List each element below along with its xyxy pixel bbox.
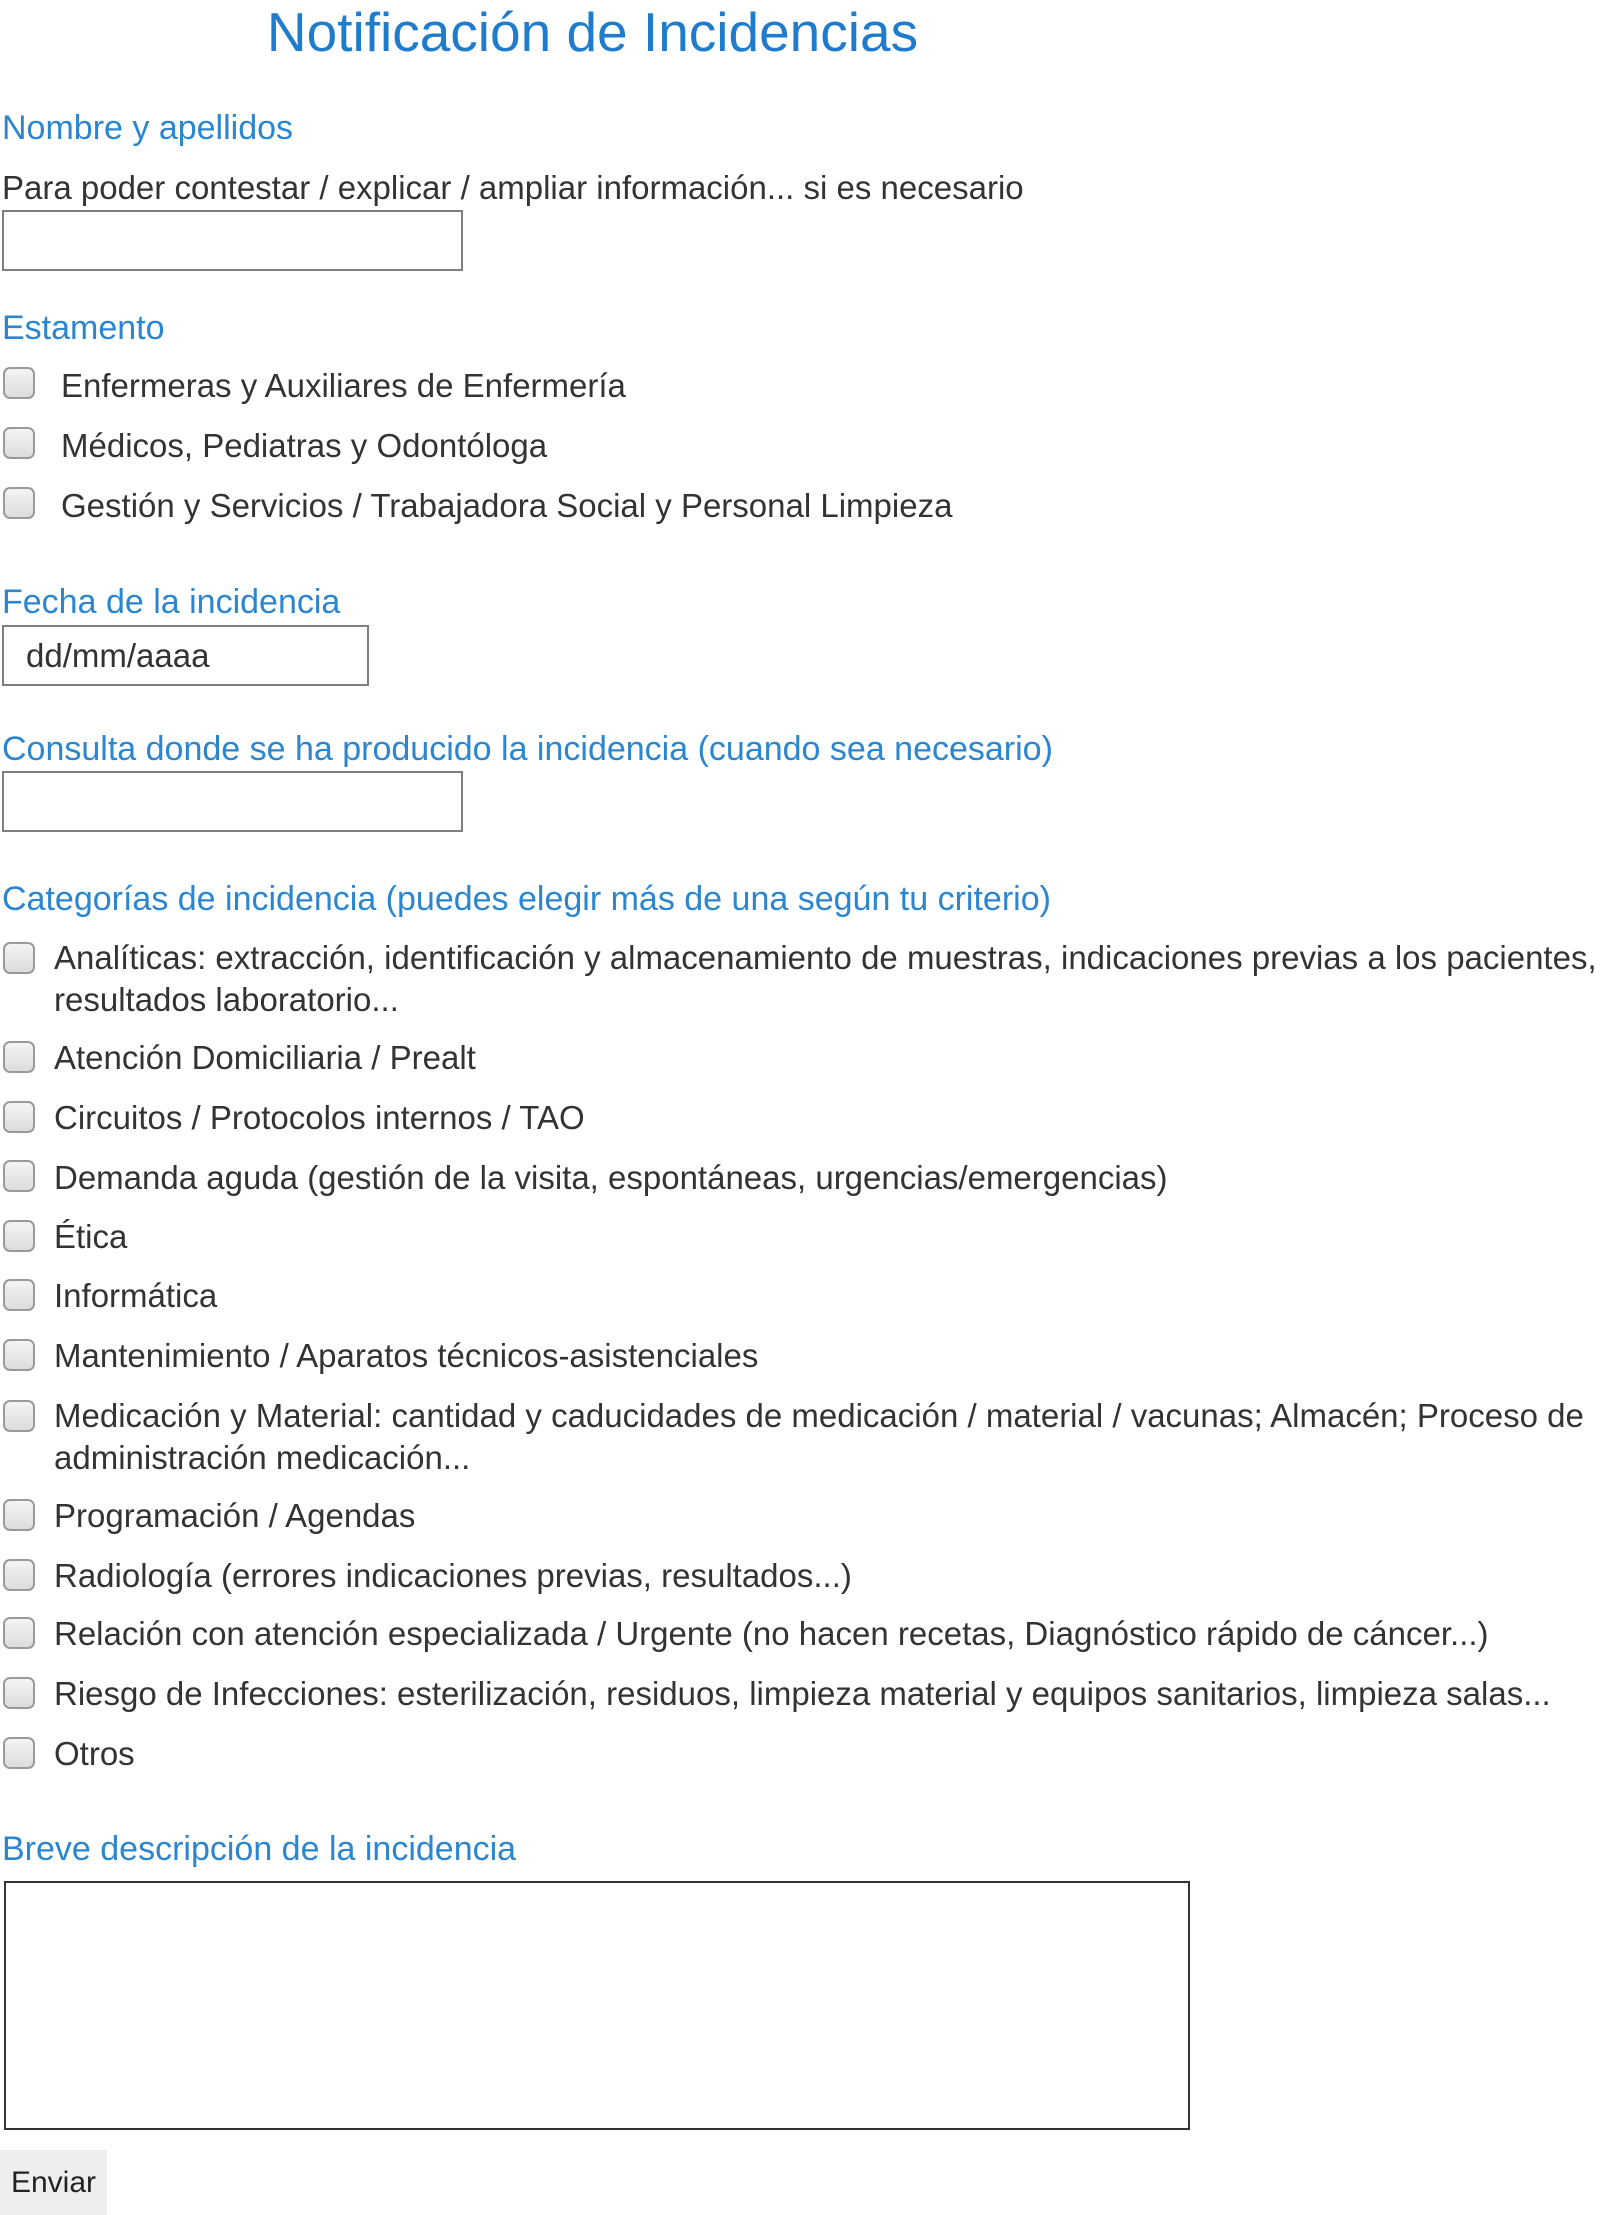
- category-checkbox[interactable]: [3, 1220, 35, 1252]
- category-checkbox[interactable]: [3, 1617, 35, 1649]
- category-option-label: Mantenimiento / Aparatos técnicos-asistenciales: [54, 1337, 759, 1374]
- category-option-label: Atención Domiciliaria / Prealt: [54, 1039, 476, 1076]
- date-label: Fecha de la incidencia: [2, 583, 341, 621]
- category-checkbox[interactable]: [3, 1041, 35, 1073]
- category-checkbox[interactable]: [3, 1339, 35, 1371]
- category-checkbox[interactable]: [3, 1160, 35, 1192]
- estamento-checkbox[interactable]: [3, 427, 35, 459]
- consulta-label: Consulta donde se ha producido la incidencia (cuando sea necesario): [2, 730, 1053, 768]
- category-option-label: Informática: [54, 1277, 218, 1314]
- name-input[interactable]: [2, 210, 463, 271]
- category-option-label: Medicación y Material: cantidad y caducidades de medicación / material / vacunas; Almacén; Proceso de administración medicación...: [54, 1397, 1584, 1476]
- estamento-label: Estamento: [2, 309, 165, 347]
- categories-label: Categorías de incidencia (puedes elegir más de una según tu criterio): [2, 880, 1051, 918]
- category-checkbox[interactable]: [3, 1559, 35, 1591]
- estamento-checkbox[interactable]: [3, 487, 35, 519]
- category-option-label: Programación / Agendas: [54, 1497, 416, 1534]
- submit-button[interactable]: Enviar: [0, 2150, 107, 2215]
- description-label: Breve descripción de la incidencia: [2, 1830, 517, 1868]
- estamento-option-label: Enfermeras y Auxiliares de Enfermería: [61, 367, 626, 404]
- category-checkbox[interactable]: [3, 1677, 35, 1709]
- category-checkbox[interactable]: [3, 1737, 35, 1769]
- category-checkbox[interactable]: [3, 942, 35, 974]
- estamento-option-label: Médicos, Pediatras y Odontóloga: [61, 427, 548, 464]
- category-checkbox[interactable]: [3, 1279, 35, 1311]
- description-textarea[interactable]: [4, 1881, 1190, 2130]
- name-label: Nombre y apellidos: [2, 109, 294, 147]
- category-checkbox[interactable]: [3, 1400, 35, 1432]
- category-option-label: Demanda aguda (gestión de la visita, espontáneas, urgencias/emergencias): [54, 1159, 1168, 1196]
- estamento-checkbox[interactable]: [3, 367, 35, 399]
- category-checkbox[interactable]: [3, 1499, 35, 1531]
- category-option-label: Analíticas: extracción, identificación y almacenamiento de muestras, indicaciones previas a los pacientes, resultados laboratorio...: [54, 939, 1597, 1018]
- category-option-label: Ética: [54, 1218, 128, 1255]
- consulta-input[interactable]: [2, 771, 463, 832]
- category-option-label: Radiología (errores indicaciones previas, resultados...): [54, 1557, 852, 1594]
- category-checkbox[interactable]: [3, 1101, 35, 1133]
- category-option-label: Relación con atención especializada / Urgente (no hacen recetas, Diagnóstico rápido de cáncer...): [54, 1615, 1489, 1652]
- category-option-label: Riesgo de Infecciones: esterilización, residuos, limpieza material y equipos sanitarios, limpieza salas...: [54, 1675, 1551, 1712]
- name-help-text: Para poder contestar / explicar / ampliar información... si es necesario: [2, 169, 1024, 206]
- estamento-option-label: Gestión y Servicios / Trabajadora Social y Personal Limpieza: [61, 487, 953, 524]
- page-title: Notificación de Incidencias: [266, 1, 919, 63]
- category-option-label: Circuitos / Protocolos internos / TAO: [54, 1099, 585, 1136]
- date-input[interactable]: [2, 625, 369, 686]
- category-option-label: Otros: [54, 1735, 135, 1772]
